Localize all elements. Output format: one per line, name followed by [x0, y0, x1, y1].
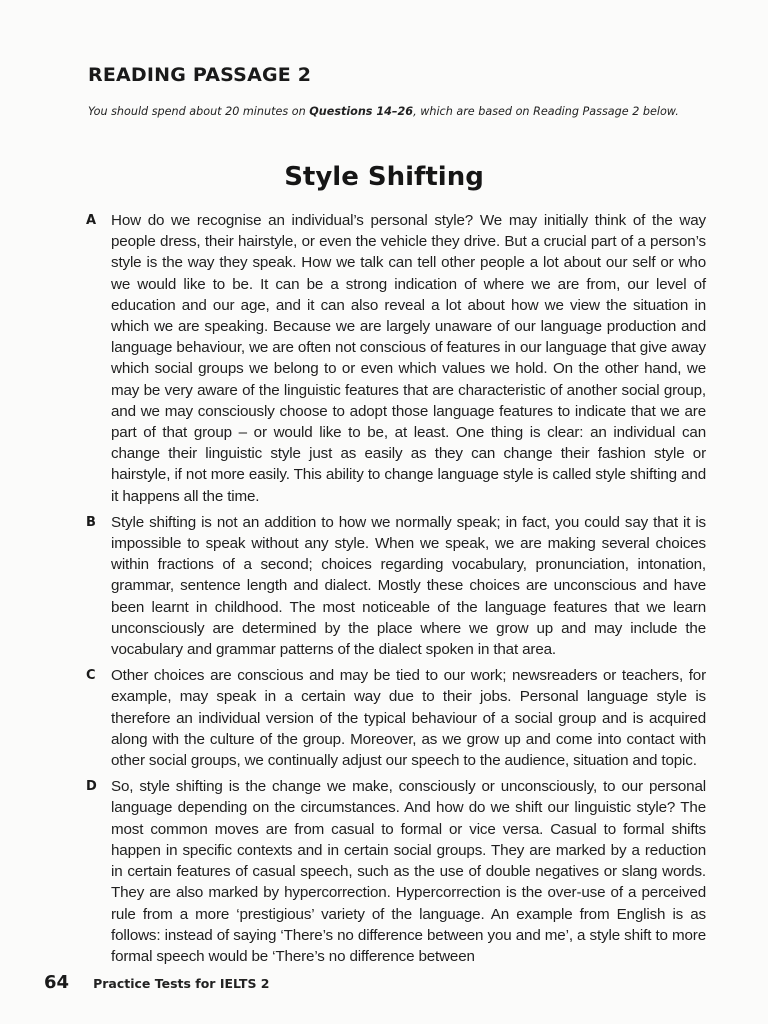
paragraph-d [86, 776, 706, 967]
book-title: Practice Tests for IELTS 2 [93, 976, 270, 991]
paragraph-text: Other choices are conscious and may be tied to our work; newsreaders or teachers, for example, may speak in a certain way due to their jobs. Personal language style is therefore an individual version of the typical behaviour of a social group and is acquired along with the culture of the group. Moreover, as we grow up and come into contact with other social groups, we continually adjust our speech to the audience, situation and topic. [111, 667, 706, 770]
paragraph-letter: B [86, 514, 96, 530]
paragraph-letter: A [86, 213, 97, 228]
paragraph-text: How do we recognise an individual’s personal style? We may initially think of the way people dress, their hairstyle, or even the vehicle they drive. But a crucial part of a person’s style is the way they speak. How we talk can tell other people a lot about our self or who we would like to be. It can be a strong indication of where we are from, our level of education and our age, and it can also reveal a lot about how we view the situation in which we are speaking. Because we are largely unaware of our language production and language behaviour, we are often not conscious of features in our language that give away which social groups we belong to or even which values we hold. On the other hand, we may be very aware of the linguistic features that are characteristic of another social group, and we may consciously choose to adopt those language features to indicate that we are part of that group – or would like to be, at least. One thing is clear: an individual can change their linguistic style just as easily as they can change their fashion style or hairstyle, if not more easily. This ability to change language style is called style shifting and it happens all the time. [111, 212, 706, 505]
page-number: 64 [44, 972, 70, 993]
instructions-questions: Questions 14–26 [309, 105, 414, 118]
paragraph-text: So, style shifting is the change we make, consciously or unconsciously, to our personal language depending on the circumstances. And how do we shift our linguistic style? The most common moves are from casual to formal or vice versa. Casual to formal shifts happen in specific contexts and in certain social groups. They are marked by a reduction in certain features of casual speech, such as the use of double negatives or slang words. They are also marked by hypercorrection. Hypercorrection is the over-use of a perceived rule from a more ‘prestigious’ variety of the language. An example from English is as follows: instead of saying ‘There’s no difference between you and me’, a style shift to more formal speech would be ‘There’s no difference between [111, 778, 706, 965]
paragraph-c [86, 665, 706, 771]
paragraph-b [86, 512, 706, 660]
instructions-pre: You should spend about 20 minutes on [88, 105, 310, 118]
paragraph-text: Style shifting is not an addition to how we normally speak; in fact, you could say that it is impossible to speak without any style. When we speak, we are making several choices within fractions of a second; choices regarding vocabulary, pronunciation, intonation, grammar, sentence length and dialect. Mostly these choices are unconscious and have been learnt in childhood. The most noticeable of the language features that we learn unconsciously are determined by the place where we grow up and may include the vocabulary and grammar patterns of the dialect spoken in that area. [111, 513, 706, 659]
paragraph-a [86, 210, 706, 507]
passage-title: Style Shifting [284, 162, 484, 192]
page-footer [44, 972, 270, 993]
instructions-post: , which are based on Reading Passage 2 below. [413, 105, 679, 118]
section-heading: READING PASSAGE 2 [88, 64, 312, 86]
paragraph-letter: C [86, 668, 96, 684]
passage-body [86, 210, 706, 972]
instructions [88, 105, 728, 118]
paragraph-letter: D [86, 779, 97, 795]
